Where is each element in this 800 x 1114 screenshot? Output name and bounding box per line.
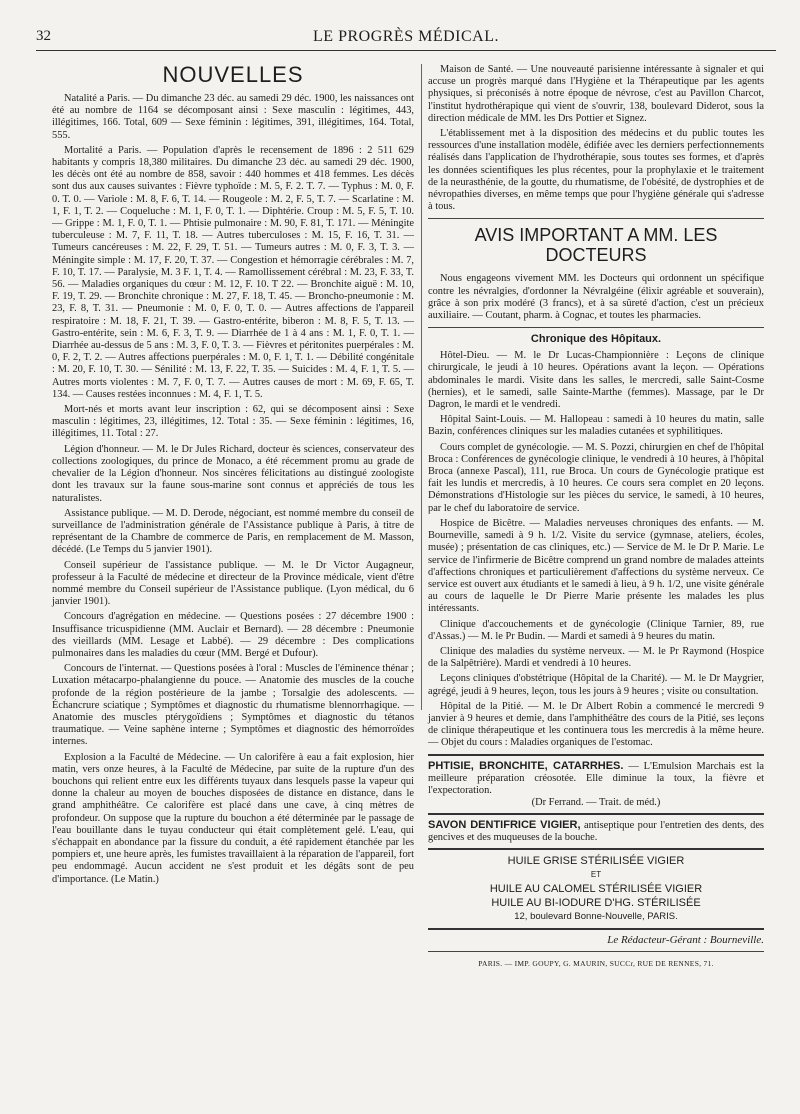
redacteur-gerant: Le Rédacteur-Gérant : Bourneville. bbox=[607, 933, 764, 946]
divider bbox=[428, 928, 764, 930]
chronique-accouchements: Clinique d'accouchements et de gynécologie (Clinique Tarnier, 89, rue d'Assas.) — M. le Pr Budin. — Mardi et samedi à 9 heures du matin. bbox=[428, 618, 764, 642]
news-heading: NOUVELLES bbox=[162, 62, 304, 87]
divider bbox=[428, 754, 764, 756]
left-column bbox=[52, 60, 414, 889]
maison-sante: Maison de Santé. — Une nouveauté parisienne intéressante à signaler et qui accuse un progrès marqué dans l'Hygiène et la Thérapeutique par les agents physiques, si préconisés à notre époque de névrose, c'est au Pavillon Charcot, l'institut hydrothérapique qui vient de s'ouvrir, 138, boulevard Diderot, sous la direction médicale de MM. les Drs Pottier et Signez. bbox=[428, 64, 764, 124]
ad-huile-line2: ET bbox=[590, 869, 602, 879]
ad-phtisie-author: (Dr Ferrand. — Trait. de méd.) bbox=[531, 796, 661, 808]
avis-heading: AVIS IMPORTANT A MM. LES DOCTEURS bbox=[474, 225, 718, 266]
ad-phtisie bbox=[428, 760, 764, 809]
ad-savon-title: SAVON DENTIFRICE VIGIER, bbox=[428, 818, 581, 831]
chronique-obstetrique: Leçons cliniques d'obstétrique (Hôpital de la Charité). — M. le Dr Maygrier, agrégé, jeudi à 9 heures, leçon, tous les jours à 9 heures ; visite ou consultation. bbox=[428, 673, 764, 697]
chronique-systeme-nerveux: Clinique des maladies du système nerveux. — M. le Pr Raymond (Hospice de la Salpêtrière). Mardi et vendredi à 10 heures. bbox=[428, 645, 764, 670]
news-internat: Concours de l'internat. — Questions posées à l'oral : Muscles de l'éminence thénar ; Luxation métacarpo-phalangienne du pouce. — Anatomie des muscles de la couche profonde de la région postérieure de la jambe ; Torsalgie des adolescents. — Échancrure sciatique ; Symptômes et diagnostic du rhumatisme blennorrhagique. — Anatomie des muscles ptérygoïdiens ; Symptômes et diagnostic du tétanos traumatique. — Veine saphène interne ; Symptômes et diagnostic des hémorroïdes internes. bbox=[52, 663, 414, 748]
right-column bbox=[428, 64, 764, 970]
news-agregation: Concours d'agrégation en médecine. — Questions posées : 27 décembre 1900 : Insuffisance tricuspidienne (MM. Auclair et Bernard). — 28 décembre : Pneumonie des vieillards (MM. Lesage et Labbé). — 29 décembre : Des complications pulmonaires dans les maladies du cœur (MM. Bergé et Dufour). bbox=[52, 611, 414, 659]
news-legion-honneur: Légion d'honneur. — M. le Dr Jules Richard, docteur ès sciences, conservateur des collections zoologiques, du prince de Monaco, a été récemment promu au grade de chevalier de la Légion d'honneur. Nos sincères félicitations au distingué zoologiste dont les travaux sur la faune sous-marine sont connus et appréciés de tous les naturalistes. bbox=[52, 443, 414, 504]
ad-huile-address: 12, boulevard Bonne-Nouvelle, PARIS. bbox=[514, 910, 678, 922]
news-explosion: Explosion a la Faculté de Médecine. — Un calorifère à eau a fait explosion, hier matin, vers onze heures, à la Faculté de Médecine, par suite de la rupture d'un des bouchons qui relient entre eux les différents tuyaux dans lesquels passe la vapeur qui donne la chaleur au moyen de bouches disposées de distance en distance, dans le grand amphithéâtre. Ce calorifère est placé dans une cave, à cinq mètres de profondeur. On suppose que la rupture du bouchon a été déterminée par le passage de l'eau bouillante dans le tuyau conducteur qui était complètement gelé. L'eau, qui s'échappait en abondance par la fissure du conduit, a été rapidement étanchée par les pompiers et, une heure après, les fumistes travaillaient à la réparation de l'appareil, fort peu endommagé. Aucun accident ne s'est produit et les dégâts sont de peu d'importance. (Le Matin.) bbox=[52, 751, 414, 885]
header-rule bbox=[36, 50, 776, 51]
page-header bbox=[36, 28, 776, 48]
imprint: PARIS. — IMP. GOUPY, G. MAURIN, SUCCr, RUE DE RENNES, 71. bbox=[478, 958, 714, 968]
ad-savon bbox=[428, 819, 764, 844]
ad-huile-line4: HUILE AU BI-IODURE D'HG. STÉRILISÉE bbox=[491, 896, 701, 909]
ad-phtisie-title: PHTISIE, BRONCHITE, CATARRHES. bbox=[428, 759, 624, 772]
divider bbox=[428, 813, 764, 815]
journal-title: LE PROGRÈS MÉDICAL. bbox=[313, 28, 499, 45]
chronique-hotel-dieu: Hôtel-Dieu. — M. le Dr Lucas-Championnière : Leçons de clinique chirurgicale, le jeudi à 10 heures. Opérations avant la leçon. — Opérations abdominales le mardi. Visite dans les salles, le mercredi, salle Saint-Cosme (hernies), et le samedi, salle Sainte-Marthe (femmes). Massage, par le Dr Dagron, le mardi et le vendredi. bbox=[428, 350, 764, 411]
etablissement: L'établissement met à la disposition des médecins et du public toutes les ressources d'une installation modèle, édifiée avec les derniers perfectionnements réalisés dans l'application de l'hydrothérapie, sous toutes ses formes, et d'après les données scientifiques les plus récentes, pour la prophylaxie et le traitement de la neurasthénie, de la goutte, du rhumatisme, de l'obésité, de dystrophies et de névropathies diverses, en même temps que pour l'hygiène générale qui s'adresse à tous. bbox=[428, 128, 764, 213]
chronique-pitie: Hôpital de la Pitié. — M. le Dr Albert Robin a commencé le mercredi 9 janvier à 9 heures et demie, dans l'amphithéâtre des cours de la Pitié, ses leçons de clinique thérapeutique et les continuera tous les mercredis à la même heure. — Objet du cours : Maladies organiques de l'estomac. bbox=[428, 700, 764, 749]
chronique-gynecologie: Cours complet de gynécologie. — M. S. Pozzi, chirurgien en chef de l'hôpital Broca : Conférences de gynécologie clinique, le vendredi à 10 heures, à l'hôpital Broca (annexe Pascal), 111, rue Broca. Un cours de Gynécologie pratique est fait les lundis et mercredis, à 10 heures. Ce cours sera complet en 20 leçons. Démonstrations d'Histologie sur les pièces du service, le samedi, à 10 heures, par le chef du laboratoire de service. bbox=[428, 441, 764, 514]
divider bbox=[428, 951, 764, 952]
news-assistance: Assistance publique. — M. D. Derode, négociant, est nommé membre du conseil de surveillance de l'administration générale de l'Assistance publique à Paris, à titre de représentant de la Chambre de commerce de Paris, en remplacement de M. Masson, décédé. (Le Temps du 5 janvier 1901). bbox=[52, 507, 414, 556]
ad-savon-text: antiseptique pour l'entretien des dents, des gencives et des muqueuses de la bouche. bbox=[428, 819, 764, 843]
chronique-bicetre: Hospice de Bicêtre. — Maladies nerveuses chroniques des enfants. — M. Bourneville, samedi à 9 h. 1/2. Visite du service (gymnase, ateliers, écoles, musée) ; présentation de cas cliniques, etc.) — Service de M. le Dr P. Marie. Le service de l'infirmerie de Bicêtre comprend un grand nombre de malades atteints d'affections chroniques et particulièrement d'affections du système nerveux. Ce service est ouvert aux étudiants et le samedi à lieu, à 9 h. 1/2, une visite générale au cours de laquelle le Dr Pierre Marie présente les malades les plus intéressants. bbox=[428, 517, 764, 615]
ad-phtisie-text: — L'Emulsion Marchais est la meilleure préparation créosotée. Elle diminue la toux, la fièvre et l'expectoration. bbox=[428, 760, 764, 796]
news-mortalite: Mortalité a Paris. — Population d'après le recensement de 1896 : 2 511 629 habitants y compris 18,380 militaires. Du dimanche 23 déc. au samedi 29 déc. 1900, les décès ont été au nombre de 858, savoir : 440 hommes et 418 femmes. Les décès sont dus aux causes suivantes : Fièvre typhoïde : M. 5, F. 2. T. 7. — Typhus : M. 0, F. 0. T. 0. — Variole : M. 8, F. 6, T. 14. — Rougeole : M. 2, F. 5, T. 7. — Scarlatine : M. 1, F. 1, T. 2. — Coqueluche : M. 1, F. 0, T. 1. — Diphtérie. Croup : M. 5, F. 5, T. 10. — Grippe : M. 1, F. 0, T. 1. — Phtisie pulmonaire : M. 90, F. 81, T. 171. — Méningite tuberculeuse : M. 7, F. 11, T. 18. — Autres tuberculoses : M. 15, F. 16, T. 31. — Tumeurs cancéreuses : M. 22, F. 29, T. 51. — Tumeurs autres : M. 0, F. 3, T. 3. — Méningite simple : M. 17, F. 20, T. 37. — Congestion et hémorragie cérébrales : M. 7, F. 10, T. 17. — Paralysie, M. 3 F. 1, T. 4. — Ramollissement cérébral : M. 23, F. 33, T. 56. — Maladies organiques du cœur : M. 12, F. 10. T 22. — Bronchite aiguë : M. 10, F. 19, T. 29. — Bronchite chronique : M. 27, F. 18, T. 45. — Broncho-pneumonie : M. 23, F. 8, T. 31. — Pneumonie : M. 0, F. 0, T. 0. — Autres affections de l'appareil respiratoire : M. 18, F. 21, T. 39. — Gastro-entérite, biberon : M. 8, F. 5, T. 13. — Gastro-entérite, sein : M. 6, F. 3, T. 9. — Diarrhée de 1 à 4 ans : M. 1, F. 0, T. 1. — Diarrhée au-dessus de 5 ans : M. 3, F. 0, T. 3. — Fièvres et péritonites puerpérales : M. 0, F. 2, T. 2. — Autres affections puerpérales : M. 0, F. 1, T. 1. — Débilité congénitale : M. 20, F. 10, T. 30. — Sénilité : M. 13, F. 22, T. 35. — Suicides : M. 4, F. 1, T. 5. — Autres morts violentes : M. 7, F. 0, T. 7. — Autres causes de mort : M. 69, F. 65, T. 134. — Causes restées inconnues : M. 4, F. 1, T. 5. bbox=[52, 144, 414, 400]
avis-text: Nous engageons vivement MM. les Docteurs qui ordonnent un spécifique contre les névralgies, d'ordonner la Névralgéine (élixir agréable et souverain), grâce à son prix modéré (3 francs), et à sa sûreté d'action, c'est un précieux auxiliaire. — Coutant, pharm. à Cognac, et toutes les pharmacies. bbox=[428, 273, 764, 322]
chronique-saint-louis: Hôpital Saint-Louis. — M. Hallopeau : samedi à 10 heures du matin, salle Bazin, conférences cliniques sur les maladies cutanées et syphilitiques. bbox=[428, 414, 764, 438]
chronique-heading: Chronique des Hôpitaux. bbox=[530, 333, 662, 346]
ad-huile-line3: HUILE AU CALOMEL STÉRILISÉE VIGIER bbox=[489, 882, 703, 895]
news-mort-nes: Mort-nés et morts avant leur inscription : 62, qui se décomposent ainsi : Sexe masculin : légitimes, 23, illégitimes, 12. Total : 35. — Sexe féminin : légitimes, 16, illégitimes, 11. Total : 27. bbox=[52, 404, 414, 440]
ad-huile bbox=[428, 854, 764, 924]
divider bbox=[428, 848, 764, 850]
news-natalite: Natalité a Paris. — Du dimanche 23 déc. au samedi 29 déc. 1900, les naissances ont été au nombre de 1164 se décomposant ainsi : Sexe masculin : légitimes, 443, illégitimes, 166. Total, 609 — Sexe féminin : légitimes, 391, illégitimes, 164. Total, 555. bbox=[52, 93, 414, 141]
page-number: 32 bbox=[36, 28, 51, 44]
news-conseil: Conseil supérieur de l'assistance publique. — M. le Dr Victor Augagneur, professeur à la Faculté de médecine et directeur de la Province médicale, vient d'être nommé membre du Conseil supérieur de l'Assistance publique. (Lyon médical, du 6 janvier 1901). bbox=[52, 559, 414, 608]
ad-huile-line1: HUILE GRISE STÉRILISÉE VIGIER bbox=[507, 854, 685, 867]
divider bbox=[428, 327, 764, 328]
column-divider bbox=[421, 64, 422, 710]
divider bbox=[428, 218, 764, 219]
